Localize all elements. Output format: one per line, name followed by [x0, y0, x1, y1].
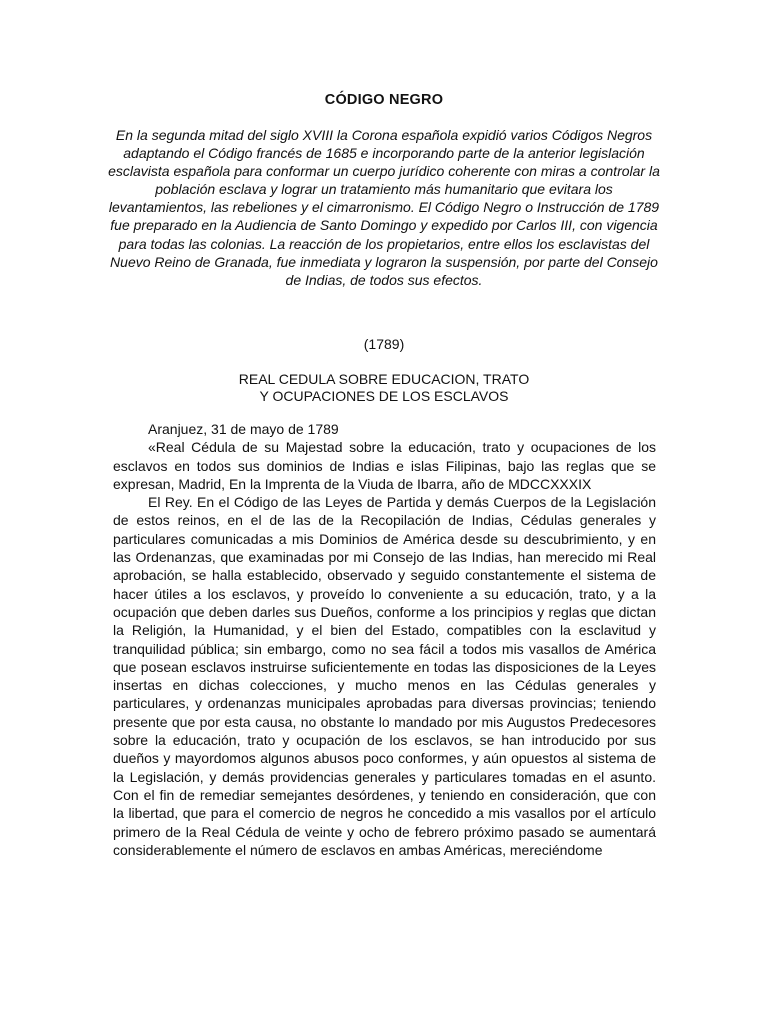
document-title: CÓDIGO NEGRO	[324, 92, 444, 108]
subtitle-line-2: Y OCUPACIONES DE LOS ESCLAVOS	[259, 388, 509, 404]
document-subtitle	[0, 371, 768, 405]
body-paragraph-1: «Real Cédula de su Majestad sobre la educación, trato y ocupaciones de los esclavos en todos sus dominios de Indias e islas Filipinas, bajo las reglas que se expresan, Madrid, En la Imprenta de la Viuda de Ibarra, año de MDCCXXXIX	[113, 439, 656, 492]
document-year: (1789)	[363, 336, 405, 352]
body-text	[113, 420, 656, 859]
intro-paragraph: En la segunda mitad del siglo XVIII la Corona española expidió varios Códigos Negros adaptando el Código francés de 1685 e incorporando parte de la anterior legislación esclavista española para conformar un cuerpo jurídico coherente con miras a controlar la población esclava y lograr un tratamiento más humanitario que evitara los levantamientos, las rebeliones y el cimarronismo. El Código Negro o Instrucción de 1789 fue preparado en la Audiencia de Santo Domingo y expedido por Carlos III, con vigencia para todas las colonias. La reacción de los propietarios, entre ellos los esclavistas del Nuevo Reino de Granada, fue inmediata y lograron la suspensión, por parte del Consejo de Indias, de todos sus efectos.	[108, 127, 660, 288]
dateline: Aranjuez, 31 de mayo de 1789	[148, 421, 339, 437]
subtitle-line-1: REAL CEDULA SOBRE EDUCACION, TRATO	[238, 371, 530, 387]
body-paragraph-2: El Rey. En el Código de las Leyes de Partida y demás Cuerpos de la Legislación de estos reinos, en el de las de la Recopilación de Indias, Cédulas generales y particulares comunicadas a mis Dominios de América desde su descubrimiento, y en las Ordenanzas, que examinadas por mi Consejo de las Indias, han merecido mi Real aprobación, se halla establecido, observado y seguido constantemente el sistema de hacer útiles a los esclavos, y proveído lo conveniente a su educación, trato, y a la ocupación que deben darles sus Dueños, conforme a los principios y reglas que dictan la Religión, la Humanidad, y el bien del Estado, compatibles con la esclavitud y tranquilidad pública; sin embargo, como no sea fácil a todos mis vasallos de América que posean esclavos instruirse suficientemente en todas las disposiciones de la Leyes insertas en dichas colecciones, y mucho menos en las Cédulas generales y particulares, y ordenanzas municipales aprobadas para diversas provincias; teniendo presente que por esta causa, no obstante lo mandado por mis Augustos Predecesores sobre la educación, trato y ocupación de los esclavos, se han introducido por sus dueños y mayordomos algunos abusos poco conformes, y aún opuestos al sistema de la Legislación, y demás providencias generales y particulares tomadas en el asunto. Con el fin de remediar semejantes desórdenes, y teniendo en consideración, que con la libertad, que para el comercio de negros he concedido a mis vasallos por el artículo primero de la Real Cédula de veinte y ocho de febrero próximo pasado se aumentará considerablemente el número de esclavos en ambas Américas, mereciéndome	[113, 494, 656, 858]
